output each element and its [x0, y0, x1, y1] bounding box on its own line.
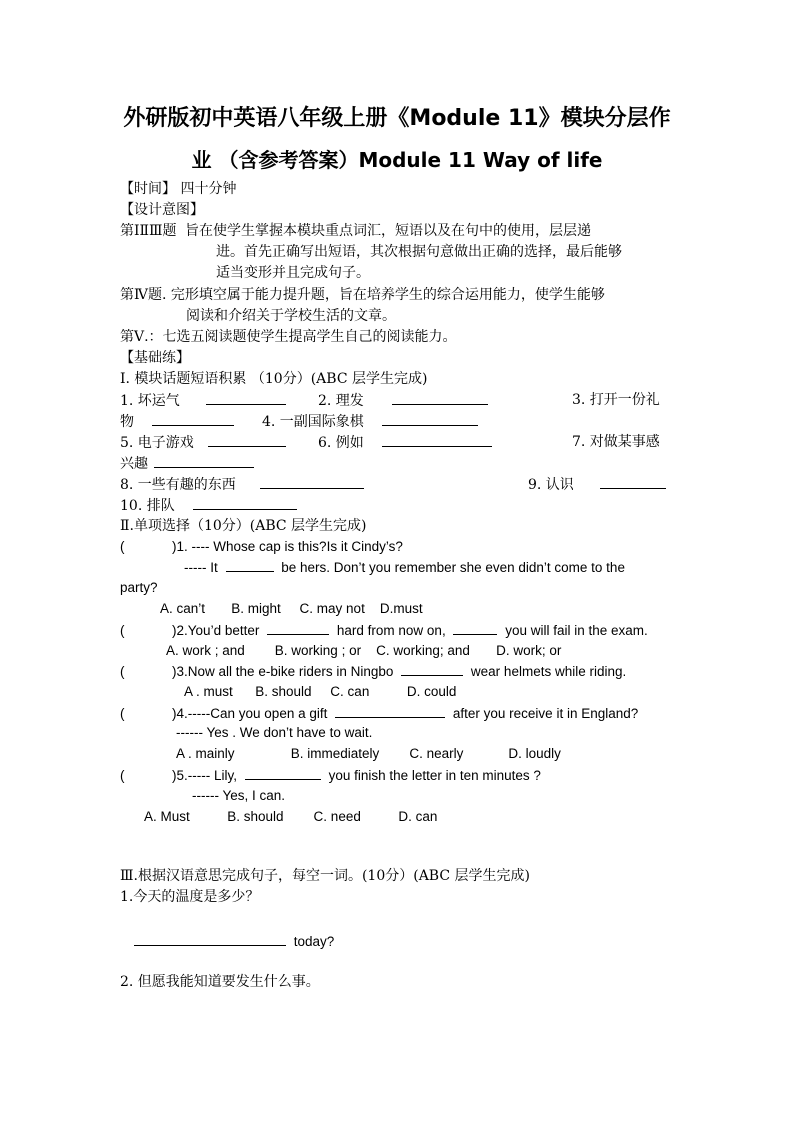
answer-blank[interactable] [600, 474, 666, 489]
sec2-q1-reply-post: be hers. Don’t you remember she even didn’t come to the [281, 560, 625, 575]
sec3-q1-answer [134, 931, 334, 952]
sec3-q1: 1.今天的温度是多少？ [120, 889, 260, 905]
answer-paren: ( [120, 706, 125, 721]
sec2-q5 [120, 765, 541, 786]
answer-blank[interactable] [453, 620, 497, 635]
answer-blank[interactable] [401, 661, 463, 676]
answer-blank[interactable] [392, 390, 488, 405]
sec2-q1-text: )1. ---- Whose cap is this?Is it Cindy’s? [172, 539, 403, 554]
sec2-q4 [120, 703, 638, 724]
sec2-q2-pre: )2.You’d better [172, 623, 260, 638]
answer-blank[interactable] [335, 703, 445, 718]
sec1-item-1-text: 1. 坏运气 [120, 393, 180, 409]
basic-label: 【基础练】 [120, 350, 190, 366]
sec1-item-6-text: 6. 例如 [318, 435, 364, 451]
answer-blank[interactable] [206, 390, 286, 405]
answer-blank[interactable] [208, 432, 286, 447]
sec2-q1 [120, 537, 403, 557]
answer-blank[interactable] [260, 474, 364, 489]
sec3-q2: 2. 但愿我能知道要发生什么事。 [120, 974, 320, 990]
sec1-item-6 [318, 432, 492, 453]
sec3-q1-answer-post: today? [293, 934, 335, 949]
answer-blank[interactable] [245, 765, 321, 780]
sec2-q1-options: A. can’t B. might C. may not D.must [160, 601, 423, 616]
sec1-item-2 [318, 390, 488, 411]
sec2-q5-pre: )5.----- Lily, [172, 768, 238, 783]
answer-blank[interactable] [152, 411, 234, 426]
answer-blank[interactable] [193, 495, 297, 510]
sec2-q1-reply [184, 557, 625, 578]
sec1-item-7-cont-text: 兴趣 [120, 456, 148, 472]
sec2-q5-reply: ------ Yes, I can. [192, 788, 286, 803]
sec2-q4-pre: )4.-----Can you open a gift [172, 706, 328, 721]
sec2-q1-reply-cont: party? [120, 580, 158, 595]
time-value: 四十分钟 [180, 181, 237, 197]
answer-paren: ( [120, 623, 125, 638]
sec1-item-9-text: 9. 认识 [528, 477, 574, 493]
sec2-q3-post: wear helmets while riding. [470, 664, 627, 679]
sec1-item-9 [528, 474, 666, 495]
answer-blank[interactable] [154, 453, 254, 468]
sec2-q4-reply: ------ Yes . We don’t have to wait. [176, 725, 373, 740]
sec2-q2-options: A. work ; and B. working ; or C. working; and D. work; or [166, 643, 562, 658]
sec2-q1-reply-pre: ----- It [184, 560, 218, 575]
sec2-heading: Ⅱ.单项选择（10分）(ABC 层学生完成) [120, 518, 367, 534]
design-p1-line3: 适当变形并且完成句子。 [216, 265, 370, 281]
sec1-item-5-text: 5. 电子游戏 [120, 435, 194, 451]
design-label: 【设计意图】 [120, 202, 204, 218]
answer-blank[interactable] [382, 411, 478, 426]
time-row [120, 179, 236, 199]
sec2-q2 [120, 620, 648, 641]
sec1-item-4-text: 4. 一副国际象棋 [262, 414, 364, 430]
design-p1-line1 [120, 221, 591, 241]
sec2-q3-options: A . must B. should C. can D. could [184, 684, 457, 699]
sec1-item-1 [120, 390, 286, 411]
sec2-q5-options: A. Must B. should C. need D. can [144, 809, 438, 824]
design-p2-line2: 阅读和介绍关于学校生活的文章。 [186, 308, 396, 324]
answer-paren: ( [120, 664, 125, 679]
sec1-item-3-cont [120, 411, 234, 432]
answer-blank[interactable] [134, 931, 286, 946]
sec1-item-4 [262, 411, 478, 432]
sec1-item-7-cont [120, 453, 254, 474]
sec1-item-8-text: 8. 一些有趣的东西 [120, 477, 236, 493]
sec2-q3 [120, 661, 626, 682]
design-p3: 第Ⅴ.：七选五阅读题使学生提高学生自己的阅读能力。 [120, 329, 457, 345]
sec1-item-7: 7. 对做某事感 [572, 434, 660, 450]
design-p1-head: 第ⅠⅡⅢ题 [120, 223, 177, 239]
answer-blank[interactable] [267, 620, 329, 635]
document-title-line-1: 外研版初中英语八年级上册《Module 11》模块分层作 [123, 106, 671, 131]
answer-blank[interactable] [226, 557, 274, 572]
sec1-item-2-text: 2. 理发 [318, 393, 364, 409]
sec1-item-10 [120, 495, 297, 516]
time-label: 【时间】 [120, 181, 176, 197]
sec2-q4-options: A . mainly B. immediately C. nearly D. loudly [176, 746, 561, 761]
answer-paren: ( [120, 768, 125, 783]
sec1-item-3: 3. 打开一份礼 [572, 392, 660, 408]
sec1-item-5 [120, 432, 286, 453]
sec1-item-10-text: 10. 排队 [120, 498, 175, 514]
design-p2-line1: 第Ⅳ题. 完形填空属于能力提升题，旨在培养学生的综合运用能力，使学生能够 [120, 287, 605, 303]
answer-paren: ( [120, 539, 125, 554]
sec2-q2-post: you will fail in the exam. [505, 623, 648, 638]
answer-blank[interactable] [382, 432, 492, 447]
document-title-line-2: 业 （含参考答案）Module 11 Way of life [191, 148, 603, 172]
design-p1-text: 旨在使学生掌握本模块重点词汇，短语以及在句中的使用，层层递 [185, 223, 591, 239]
sec3-heading: Ⅲ.根据汉语意思完成句子，每空一词。(10分）(ABC 层学生完成) [120, 868, 530, 884]
sec2-q4-post: after you receive it in England? [452, 706, 639, 721]
sec2-q2-mid: hard from now on, [336, 623, 446, 638]
sec2-q3-pre: )3.Now all the e-bike riders in Ningbo [172, 664, 394, 679]
sec2-q5-post: you finish the letter in ten minutes ? [328, 768, 541, 783]
sec1-item-3-cont-text: 物 [120, 414, 134, 430]
design-p1-line2: 进。首先正确写出短语，其次根据句意做出正确的选择，最后能够 [216, 244, 622, 260]
sec1-heading: Ⅰ. 模块话题短语积累 （10分）(ABC 层学生完成) [120, 371, 428, 387]
sec1-item-8 [120, 474, 364, 495]
